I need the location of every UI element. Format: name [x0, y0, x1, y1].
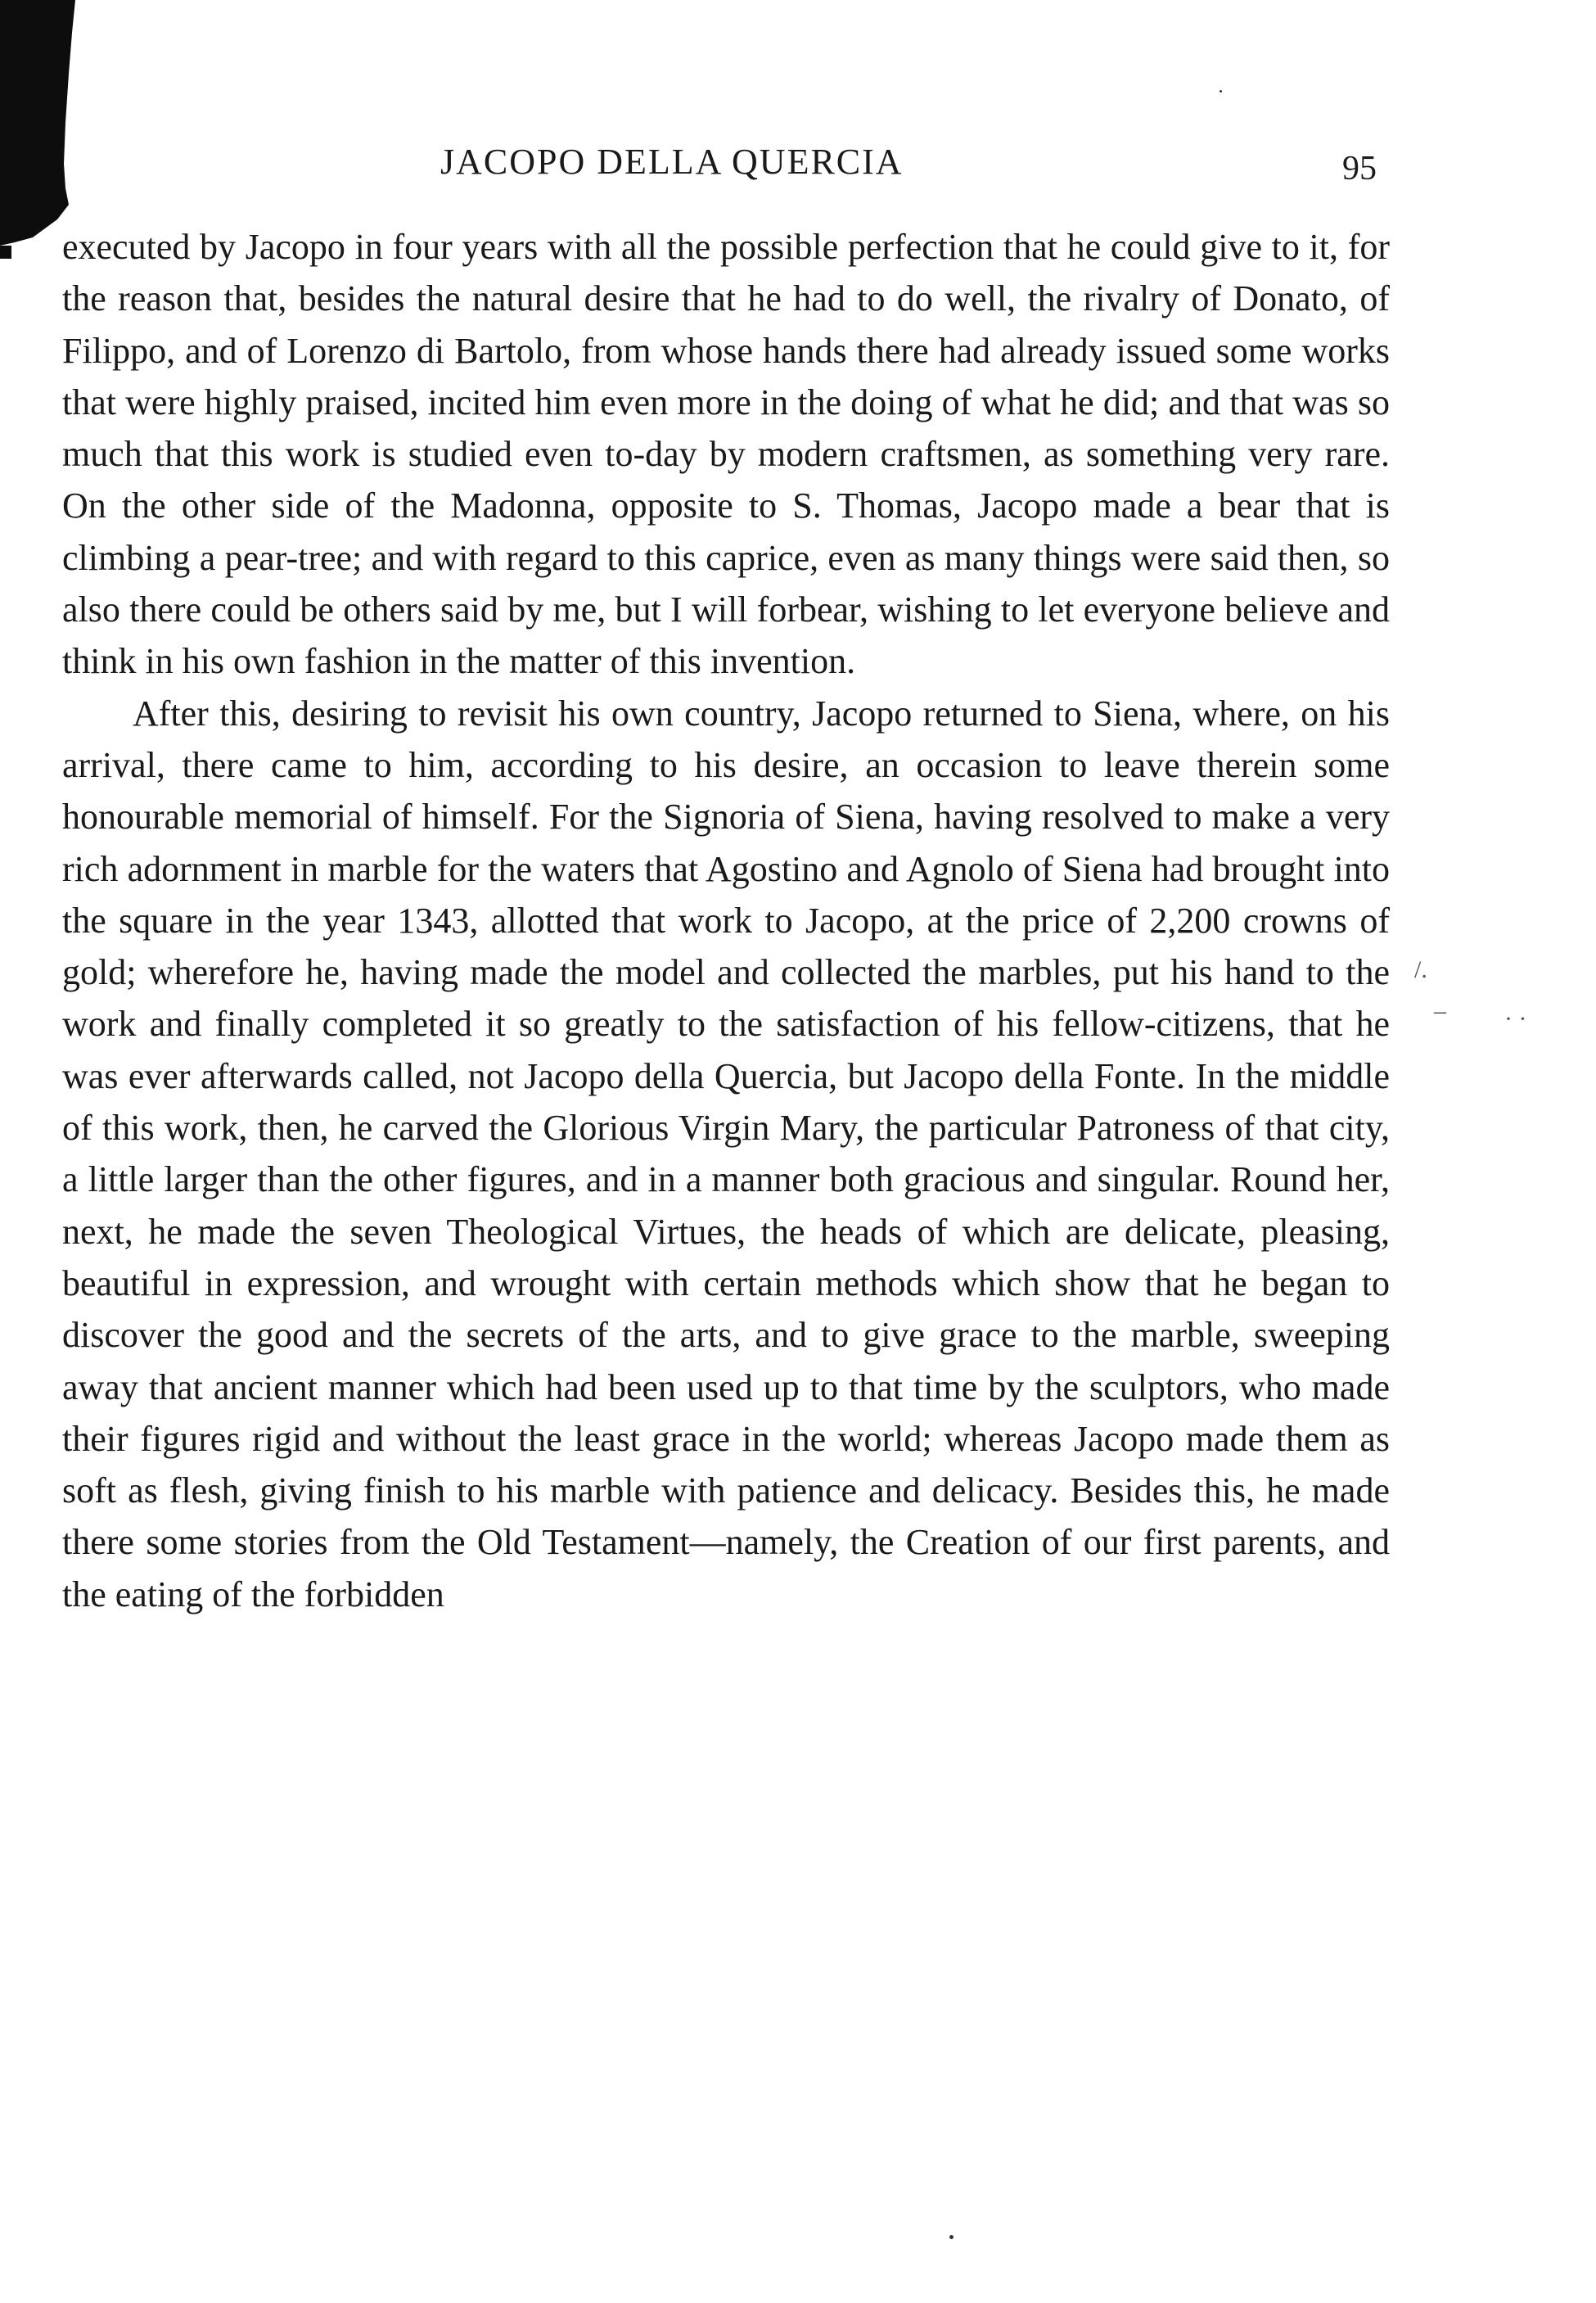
- body-text: [62, 221, 1390, 1620]
- margin-pencil-mark: · ·: [1504, 1005, 1527, 1032]
- scan-dot: [1220, 90, 1222, 93]
- running-head: [0, 138, 1596, 195]
- paragraph: After this, desiring to revisit his own country, Jacopo returned to Siena, where, on his arrival, there came to him, according to his desire, an occasion to leave therein some honourable memorial of himself. For the Signoria of Siena, having resolved to make a very rich adornment in marble for the waters that Agostino and Agnolo of Siena had brought into the square in the year 1343, allotted that work to Jacopo, at the price of 2,200 crowns of gold; wherefore he, having made the model and collected the marbles, put his hand to the work and finally completed it so greatly to the satisfaction of his fellow-citizens, that he was ever afterwards called, not Jacopo della Quercia, but Jacopo della Fonte. In the middle of this work, then, he carved the Glorious Virgin Mary, the particular Patroness of that city, a little larger than the other figures, and in a manner both gracious and singular. Round her, next, he made the seven Theological Virtues, the heads of which are delicate, pleasing, beautiful in expression, and wrought with certain methods which show that he began to discover the good and the secrets of the arts, and to give grace to the marble, sweeping away that ancient manner which had been used up to that time by the sculptors, who made their figures rigid and without the least grace in the world; whereas Jacopo made them as soft as flesh, giving finish to his marble with patience and delicacy. Besides this, he made there some stories from the Old Testament—namely, the Creation of our first parents, and the eating of the forbidden: [62, 693, 1390, 1614]
- paragraph: executed by Jacopo in four years with all the possible perfection that he could give to it, for the reason that, besides the natural desire that he had to do well, the rivalry of Donato, of Filippo, and of Lorenzo di Bartolo, from whose hands there had already issued some works that were highly praised, incited him even more in the doing of what he did; and that was so much that this work is studied even to-day by modern craftsmen, as something very rare. On the other side of the Madonna, opposite to S. Thomas, Jacopo made a bear that is climbing a pear-tree; and with regard to this caprice, even as many things were said then, so also there could be others said by me, but I will forbear, wishing to let everyone believe and think in his own fashion in the matter of this invention.: [62, 227, 1390, 682]
- margin-pencil-mark: /.: [1414, 956, 1427, 983]
- running-title: JACOPO DELLA QUERCIA: [440, 142, 904, 182]
- page-number: 95: [1342, 150, 1377, 187]
- margin-pencil-mark: –: [1434, 997, 1446, 1024]
- scan-dot: [949, 2235, 954, 2239]
